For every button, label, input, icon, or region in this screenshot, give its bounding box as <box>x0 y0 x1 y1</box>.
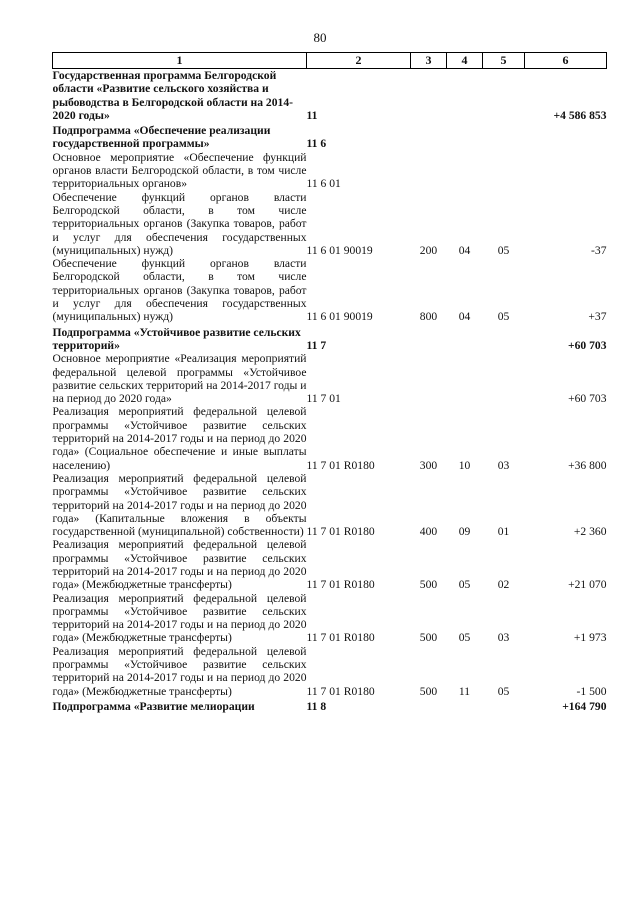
table-row <box>53 405 607 471</box>
row-section-cell: 04 <box>458 310 471 324</box>
header-cell: 4 <box>447 53 483 69</box>
row-expense-type-cell <box>411 698 447 713</box>
row-subsection-cell <box>483 69 525 123</box>
row-expense-type-cell <box>411 352 447 405</box>
row-name-cell: Государственная программа Белгородской области «Развитие сельского хозяйства и рыбоводства в Белгородской области на 2014-2020 годы» <box>52 69 293 122</box>
row-name-cell: Обеспечение функций органов власти Белгородской области, в том числе территориальных органов (Закупка товаров, работ и услуг для обеспечения государственных (муниципальных) нужд) <box>52 257 307 324</box>
row-name-cell: Обеспечение функций органов власти Белгородской области, в том числе территориальных органов (Закупка товаров, работ и услуг для обеспечения государственных (муниципальных) нужд) <box>52 190 307 257</box>
row-subsection-cell: 02 <box>497 578 510 592</box>
table-row <box>53 257 607 323</box>
row-expense-type-cell: 500 <box>419 684 438 698</box>
row-name-cell: Реализация мероприятий федеральной целевой программы «Устойчивое развитие сельских территорий на 2014-2017 годы и на период до 2020 года» (Капитальные вложения в объекты государственной (муниципальной) собственности) <box>52 471 307 539</box>
row-expense-type-cell <box>411 122 447 151</box>
row-amount-cell <box>525 151 607 191</box>
row-subsection-cell <box>483 698 525 713</box>
row-section-cell <box>447 151 483 191</box>
table-row <box>53 538 607 591</box>
row-section-cell <box>447 122 483 151</box>
row-amount-cell: +164 790 <box>562 699 607 713</box>
table-row <box>53 645 607 698</box>
row-code-cell: 11 7 01 R0180 <box>306 631 375 645</box>
row-name-cell: Подпрограмма «Обеспечение реализации государственной программы» <box>52 124 271 151</box>
row-subsection-cell <box>483 352 525 405</box>
row-expense-type-cell: 500 <box>419 578 438 592</box>
row-subsection-cell: 05 <box>497 684 510 698</box>
row-code-cell: 11 6 01 <box>306 177 341 191</box>
table-row <box>53 191 607 257</box>
row-amount-cell: +2 360 <box>573 525 607 539</box>
row-section-cell <box>447 324 483 353</box>
row-amount-cell: +21 070 <box>568 578 607 592</box>
row-expense-type-cell: 800 <box>419 310 438 324</box>
row-subsection-cell <box>483 122 525 151</box>
row-expense-type-cell: 200 <box>419 243 438 257</box>
row-code-cell: 11 8 <box>306 699 327 713</box>
row-section-cell <box>447 69 483 123</box>
row-amount-cell: +37 <box>588 310 607 324</box>
row-expense-type-cell <box>411 69 447 123</box>
row-amount-cell: +60 703 <box>568 338 607 352</box>
row-name-cell: Подпрограмма «Устойчивое развитие сельских территорий» <box>52 325 301 352</box>
row-code-cell: 11 6 01 90019 <box>306 310 373 324</box>
row-amount-cell: -37 <box>591 243 607 257</box>
row-code-cell: 11 7 01 R0180 <box>306 684 375 698</box>
row-section-cell: 10 <box>458 458 471 472</box>
table-row-section <box>53 122 607 151</box>
header-cell: 2 <box>307 53 411 69</box>
row-code-cell: 11 7 <box>306 338 327 352</box>
header-cell: 3 <box>411 53 447 69</box>
row-amount-cell: -1 500 <box>576 684 607 698</box>
row-name-cell: Подпрограмма «Развитие мелиорации <box>52 699 255 713</box>
row-subsection-cell: 05 <box>497 310 510 324</box>
row-code-cell: 11 6 01 90019 <box>306 243 373 257</box>
page-number: 80 <box>313 30 327 45</box>
row-code-cell: 11 7 01 R0180 <box>306 578 375 592</box>
row-section-cell: 04 <box>458 243 471 257</box>
row-name-cell: Реализация мероприятий федеральной целевой программы «Устойчивое развитие сельских территорий на 2014-2017 годы и на период до 2020 года» (Межбюджетные трансферты) <box>52 538 307 592</box>
header-cell: 1 <box>53 53 307 69</box>
row-expense-type-cell: 300 <box>419 458 438 472</box>
row-amount-cell: +36 800 <box>568 458 607 472</box>
row-subsection-cell <box>483 324 525 353</box>
row-code-cell: 11 6 <box>306 137 327 151</box>
row-subsection-cell: 03 <box>497 458 510 472</box>
row-section-cell <box>447 352 483 405</box>
table-row <box>53 151 607 191</box>
row-amount-cell: +1 973 <box>573 631 607 645</box>
table-row-section <box>53 324 607 353</box>
budget-table <box>52 52 607 713</box>
row-section-cell: 05 <box>458 631 471 645</box>
row-code-cell: 11 7 01 R0180 <box>306 525 375 539</box>
table-row-section <box>53 698 607 713</box>
row-name-cell: Основное мероприятие «Обеспечение функций органов власти Белгородской области, в том числе территориальных органов» <box>52 150 307 191</box>
row-name-cell: Реализация мероприятий федеральной целевой программы «Устойчивое развитие сельских территорий на 2014-2017 годы и на период до 2020 года» (Межбюджетные трансферты) <box>52 644 307 698</box>
table-row-section <box>53 69 607 123</box>
row-name-cell: Основное мероприятие «Реализация мероприятий федеральной целевой программы «Устойчивое развитие сельских территорий на 2014-2017 годы и на период до 2020 года» <box>52 352 307 406</box>
header-row <box>53 53 607 69</box>
row-expense-type-cell <box>411 324 447 353</box>
row-subsection-cell: 05 <box>497 243 510 257</box>
table-row <box>53 592 607 645</box>
row-section-cell: 09 <box>458 525 471 539</box>
row-subsection-cell: 01 <box>497 525 510 539</box>
row-amount-cell: +60 703 <box>568 392 607 406</box>
row-expense-type-cell <box>411 151 447 191</box>
table-row <box>53 352 607 405</box>
row-name-cell: Реализация мероприятий федеральной целевой программы «Устойчивое развитие сельских территорий на 2014-2017 годы и на период до 2020 года» (Социальное обеспечение и иные выплаты населению) <box>52 405 307 472</box>
row-code-cell: 11 7 01 R0180 <box>306 458 375 472</box>
row-section-cell <box>447 698 483 713</box>
row-section-cell: 05 <box>458 578 471 592</box>
table-row <box>53 472 607 538</box>
header-cell: 6 <box>525 53 607 69</box>
row-section-cell: 11 <box>458 684 471 698</box>
row-amount-cell: +4 586 853 <box>553 108 607 122</box>
row-expense-type-cell: 400 <box>419 525 438 539</box>
row-code-cell: 11 7 01 <box>306 392 341 406</box>
row-subsection-cell: 03 <box>497 631 510 645</box>
row-code-cell: 11 <box>306 108 318 122</box>
header-cell: 5 <box>483 53 525 69</box>
row-name-cell: Реализация мероприятий федеральной целевой программы «Устойчивое развитие сельских территорий на 2014-2017 годы и на период до 2020 года» (Межбюджетные трансферты) <box>52 591 307 645</box>
row-expense-type-cell: 500 <box>419 631 438 645</box>
row-subsection-cell <box>483 151 525 191</box>
row-amount-cell <box>525 122 607 151</box>
